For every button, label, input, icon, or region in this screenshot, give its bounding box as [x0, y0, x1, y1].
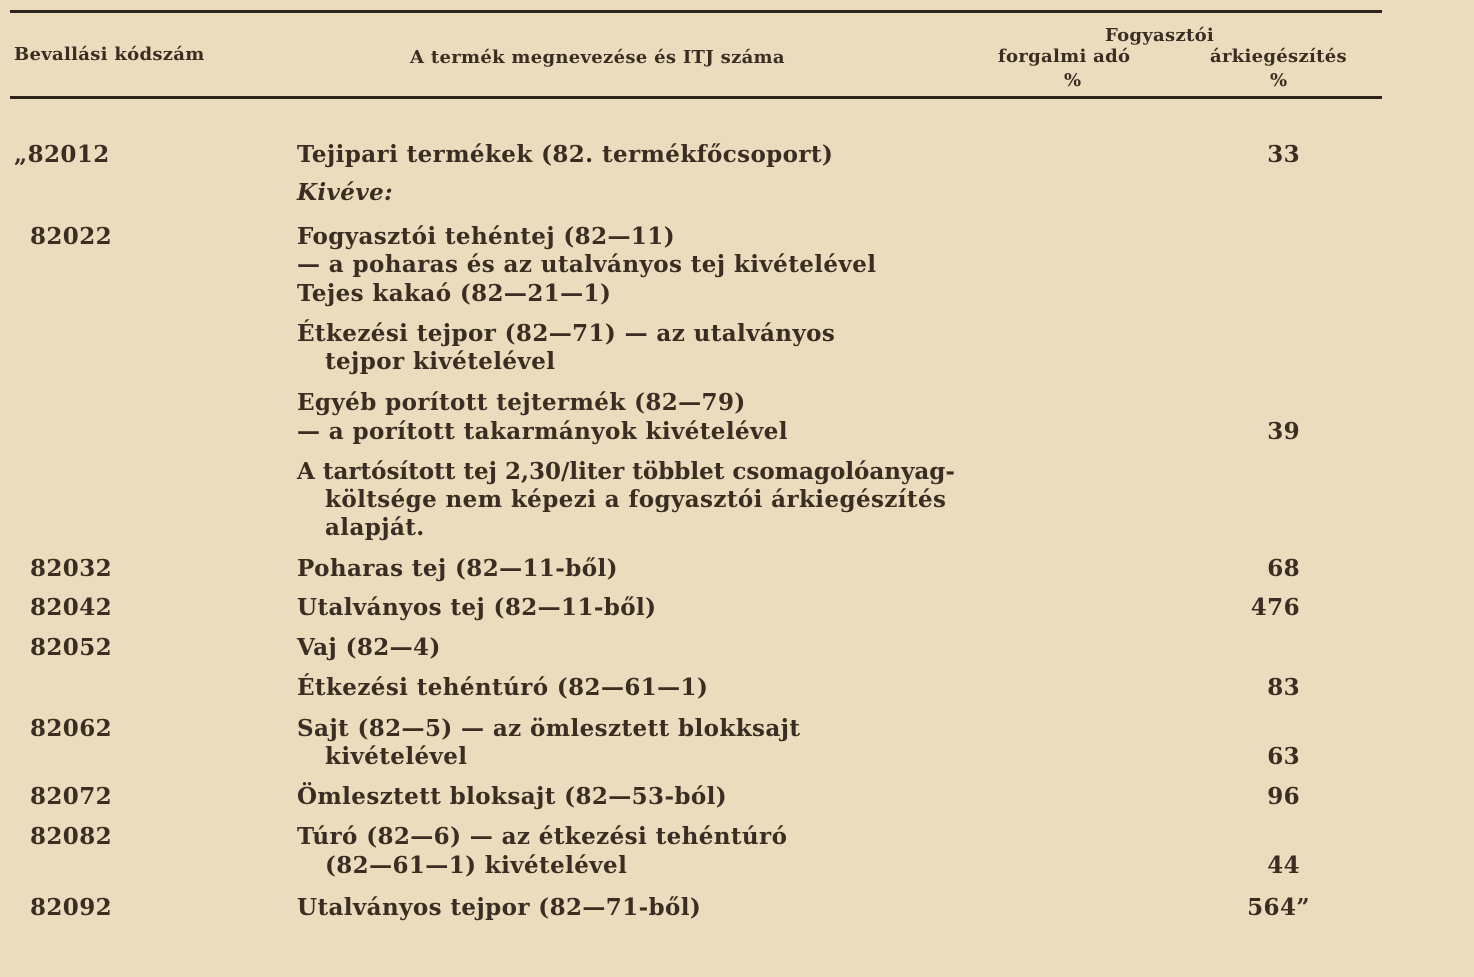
- row-code: 82042: [30, 594, 113, 621]
- row-value: 564”: [1247, 894, 1310, 921]
- note-text: költsége nem képezi a fogyasztói árkiegészítés: [325, 486, 947, 513]
- header-supplement-unit: %: [1270, 70, 1288, 91]
- row-desc: Fogyasztói tehéntej (82—11): [297, 223, 675, 250]
- row-code: 82082: [30, 823, 113, 850]
- row-desc: — a poharas és az utalványos tej kivételével: [297, 251, 877, 278]
- row-desc: Utalványos tej (82—11-ből): [297, 594, 657, 621]
- header-rule: [10, 96, 1382, 99]
- row-value: 39: [1267, 418, 1300, 445]
- row-value: 96: [1267, 783, 1300, 810]
- row-code: 82032: [30, 555, 113, 582]
- row-value: 63: [1267, 743, 1300, 770]
- header-supplement: árkiegészítés: [1210, 46, 1347, 67]
- header-group: Fogyasztói: [1105, 25, 1215, 46]
- row-code: 82022: [30, 223, 113, 250]
- row-value: 68: [1267, 555, 1300, 582]
- note-text: alapját.: [325, 514, 425, 541]
- header-tax: forgalmi adó: [998, 46, 1131, 67]
- row-desc: Poharas tej (82—11-ből): [297, 555, 618, 582]
- row-desc: Tejipari termékek (82. termékfőcsoport): [297, 141, 834, 168]
- row-code: 82092: [30, 894, 113, 921]
- row-desc: Ömlesztett bloksajt (82—53-ból): [297, 783, 728, 810]
- header-tax-unit: %: [1064, 70, 1082, 91]
- row-code: 82062: [30, 715, 113, 742]
- row-desc: Túró (82—6) — az étkezési tehéntúró: [297, 823, 788, 850]
- row-code: 82052: [30, 634, 113, 661]
- row-code: „82012: [14, 141, 110, 168]
- row-desc: Egyéb porított tejtermék (82—79): [297, 389, 746, 416]
- top-rule: [10, 10, 1382, 13]
- row-desc: — a porított takarmányok kivételével: [297, 418, 788, 445]
- header-name: A termék megnevezése és ITJ száma: [410, 47, 785, 68]
- row-value: 476: [1250, 594, 1300, 621]
- row-desc: Tejes kakaó (82—21—1): [297, 280, 612, 307]
- row-desc: tejpor kivételével: [325, 348, 556, 375]
- row-desc: Vaj (82—4): [297, 634, 441, 661]
- row-desc: Sajt (82—5) — az ömlesztett blokksajt: [297, 715, 801, 742]
- row-code: 82072: [30, 783, 113, 810]
- row-desc: Utalványos tejpor (82—71-ből): [297, 894, 702, 921]
- note-text: A tartósított tej 2,30/liter többlet csomagolóanyag-: [297, 458, 955, 485]
- row-desc: (82—61—1) kivételével: [325, 852, 628, 879]
- row-desc: Étkezési tejpor (82—71) — az utalványos: [297, 320, 836, 347]
- row-value: 33: [1267, 141, 1300, 168]
- row-desc: Kivéve:: [297, 179, 394, 206]
- row-desc: kivételével: [325, 743, 468, 770]
- header-code: Bevallási kódszám: [14, 44, 205, 65]
- row-value: 83: [1267, 674, 1300, 701]
- row-value: 44: [1267, 852, 1300, 879]
- row-desc: Étkezési tehéntúró (82—61—1): [297, 674, 709, 701]
